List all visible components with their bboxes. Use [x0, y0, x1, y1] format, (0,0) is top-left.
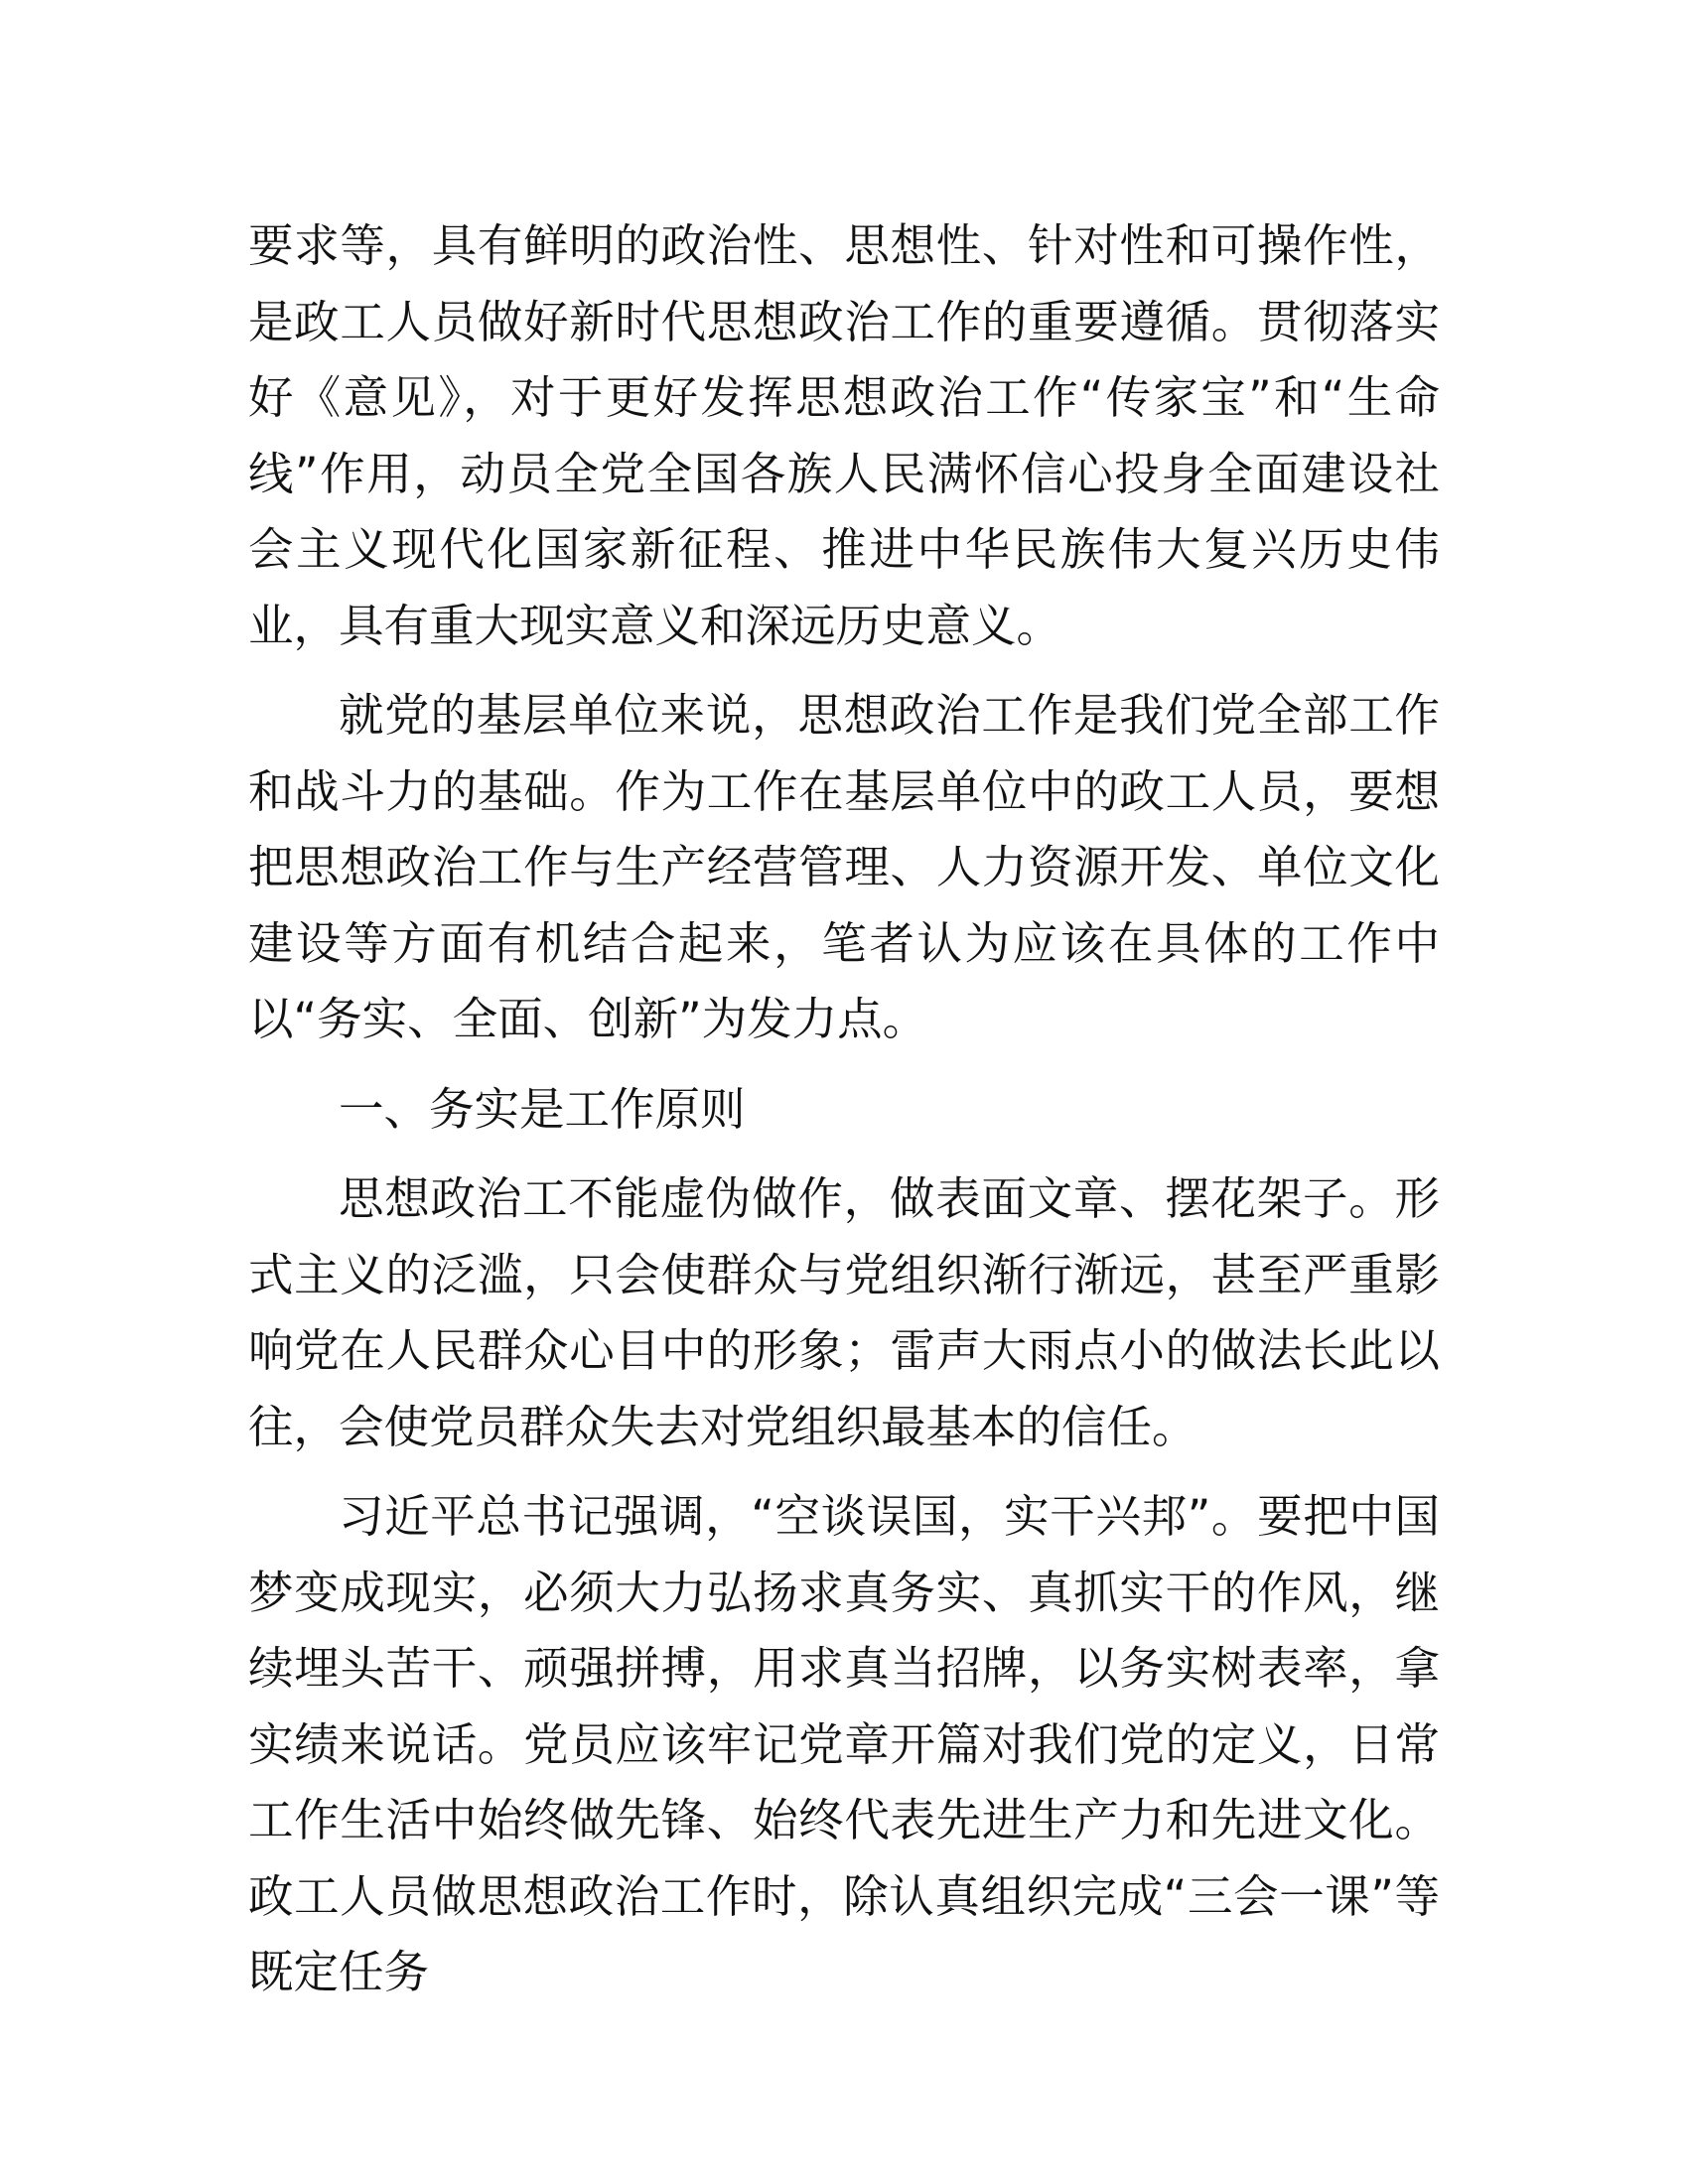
paragraph-1: 要求等，具有鲜明的政治性、思想性、针对性和可操作性，是政工人员做好新时代思想政治工作的重要遵循。贯彻落实好《意见》，对于更好发挥思想政治工作“传家宝”和“生命线”作用，动员全党全国各族人民满怀信心投身全面建设社会主义现代化国家新征程、推进中华民族伟大复兴历史伟业，具有重大现实意义和深远历史意义。 — [248, 219, 1440, 652]
document-body — [248, 208, 1440, 2025]
section-heading-1: 一、务实是工作原则 — [339, 1082, 746, 1136]
paragraph-3: 思想政治工不能虚伪做作，做表面文章、摆花架子。形式主义的泛滥，只会使群众与党组织渐行渐远，甚至严重影响党在人民群众心目中的形象；雷声大雨点小的做法长此以往，会使党员群众失去对党组织最基本的信任。 — [248, 1172, 1440, 1453]
paragraph-2: 就党的基层单位来说，思想政治工作是我们党全部工作和战斗力的基础。作为工作在基层单位中的政工人员，要想把思想政治工作与生产经营管理、人力资源开发、单位文化建设等方面有机结合起来，笔者认为应该在具体的工作中以“务实、全面、创新”为发力点。 — [248, 689, 1440, 1045]
paragraph-4: 习近平总书记强调，“空谈误国，实干兴邦”。要把中国梦变成现实，必须大力弘扬求真务实、真抓实干的作风，继续埋头苦干、顽强拼搏，用求真当招牌，以务实树表率，拿实绩来说话。党员应该牢记党章开篇对我们党的定义，日常工作生活中始终做先锋、始终代表先进生产力和先进文化。政工人员做思想政治工作时，除认真组织完成“三会一课”等既定任务 — [248, 1490, 1440, 1998]
